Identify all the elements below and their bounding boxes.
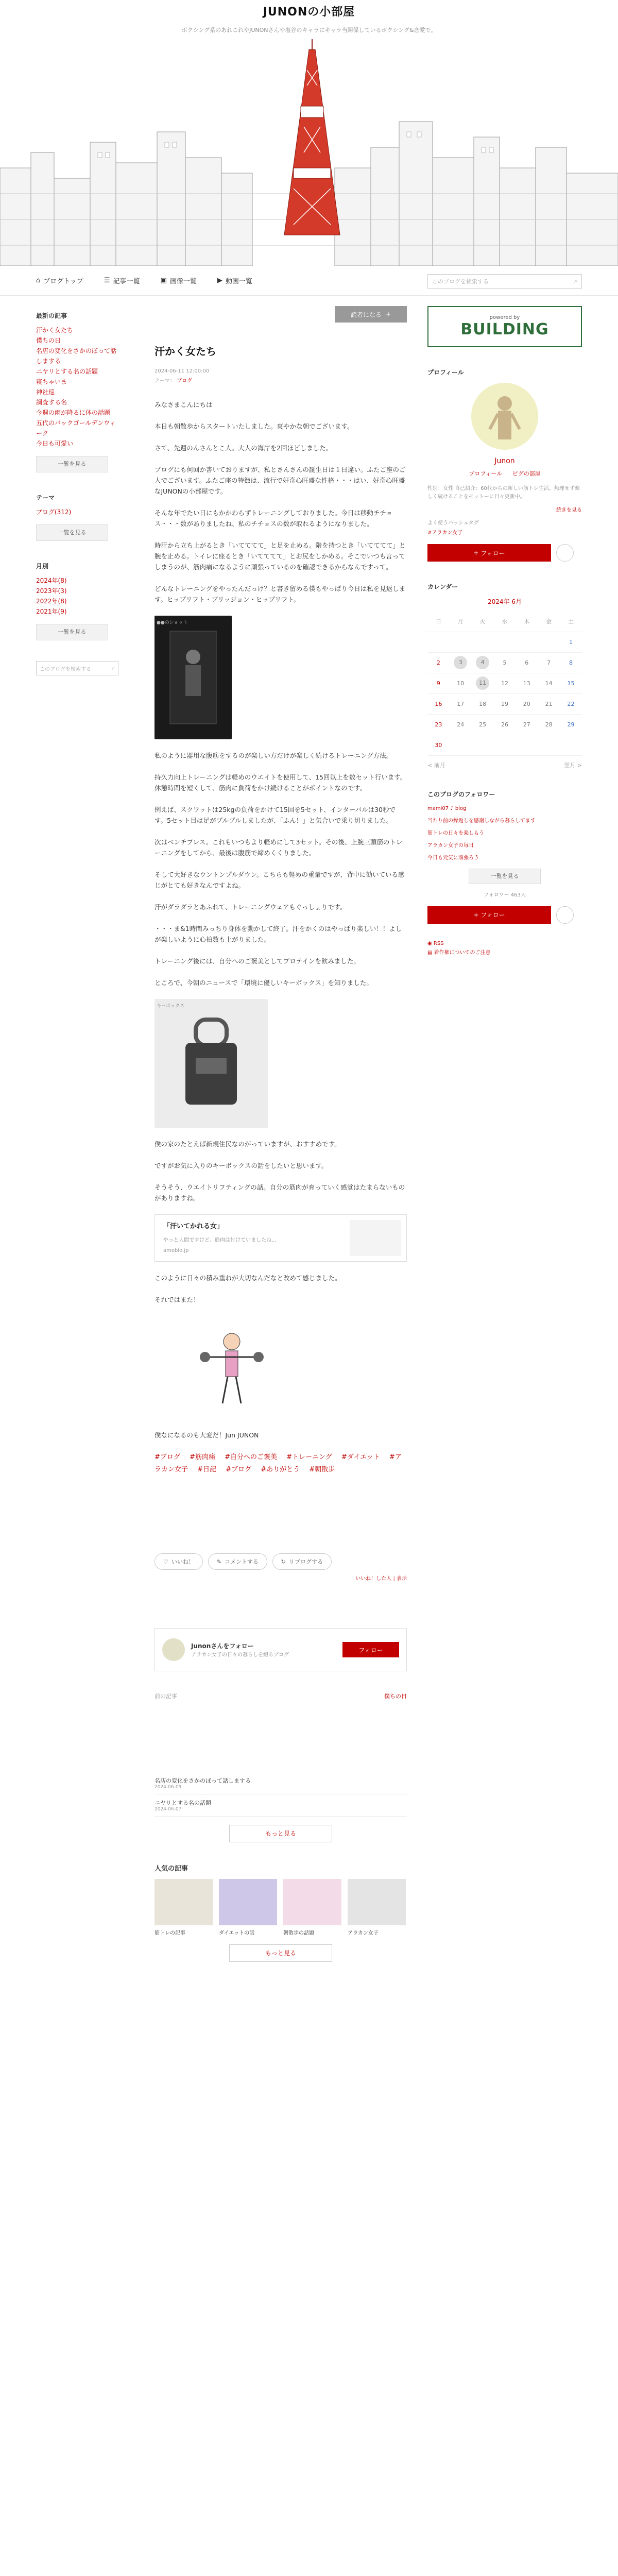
calendar-day: 1 bbox=[560, 632, 582, 652]
search-icon[interactable]: ⌕ bbox=[112, 665, 115, 671]
list-item[interactable] bbox=[154, 1772, 407, 1794]
theme-more-button[interactable]: 一覧を見る bbox=[36, 524, 108, 541]
follow-card-description: アラカン女子の日々の暮らしを綴るブログ bbox=[191, 1652, 289, 1658]
nav-home[interactable] bbox=[36, 276, 83, 285]
recent-entry-link[interactable]: 調査する名 bbox=[36, 399, 67, 406]
followers-more-button[interactable]: 一覧を見る bbox=[469, 869, 541, 884]
like-label: いいね！ bbox=[171, 1558, 194, 1565]
pigg-room-link[interactable]: ピグの部屋 bbox=[512, 470, 541, 477]
illustration-image[interactable] bbox=[154, 1316, 288, 1419]
calendar-day: 7 bbox=[538, 652, 560, 673]
calendar-day: 25 bbox=[472, 714, 494, 735]
avatar[interactable] bbox=[162, 1638, 185, 1661]
calendar-heading: カレンダー bbox=[427, 583, 458, 590]
body-paragraph: 持久力向上トレーニングは軽めのウエイトを使用して、15回以上を数セット行います。休憩時間を短くして、筋肉に負荷をかけ続けることがポイントなのです。 bbox=[154, 773, 407, 792]
recent-entry-link[interactable]: ニヤリとする名の話題 bbox=[36, 368, 98, 375]
nav-home-label: ブログトップ bbox=[43, 278, 83, 285]
reblog-icon: ↻ bbox=[281, 1558, 286, 1565]
calendar-weekday: 木 bbox=[516, 611, 538, 632]
profile-link[interactable]: プロフィール bbox=[469, 470, 503, 477]
theme-heading: テーマ bbox=[36, 494, 55, 501]
recent-more-button[interactable]: 一覧を見る bbox=[36, 456, 108, 472]
comment-button[interactable] bbox=[208, 1553, 267, 1570]
sidebar-search-input[interactable]: このブログを検索する bbox=[40, 666, 91, 672]
popular-grid bbox=[154, 1879, 407, 1936]
sidebar-follow-label: フォロー bbox=[480, 911, 505, 919]
profile-name[interactable]: Junon bbox=[494, 457, 515, 465]
body-paragraph: そして大好きなウントンプルダウン。こちらも軽めの重量ですが、背中に効いている感じがとても好きなんですよね。 bbox=[154, 871, 405, 889]
hashtag-link[interactable]: #アラカン女子 bbox=[427, 530, 463, 536]
calendar-day: 10 bbox=[450, 673, 472, 693]
video-icon: ▶ bbox=[217, 277, 222, 284]
follow-button[interactable]: フォロー bbox=[342, 1642, 399, 1657]
heart-icon: ♡ bbox=[163, 1558, 168, 1565]
blog-nav bbox=[0, 266, 618, 296]
gym-mirror-photo bbox=[154, 616, 232, 739]
popular-thumbnail bbox=[219, 1879, 277, 1925]
reblog-label: リブログする bbox=[288, 1558, 323, 1565]
hashtag-link[interactable]: #アラカン女子 bbox=[154, 1453, 402, 1473]
popular-more-button[interactable]: もっと見る bbox=[229, 1944, 332, 1962]
body-paragraph: 次はベンチプレス。これもいつもより軽めにして3セット。その後、上腕三頭筋のトレーニングをしてから、最後は腹筋で締めくくりました。 bbox=[154, 838, 403, 857]
followers-count: フォロワー 463人 bbox=[484, 892, 526, 898]
banner-powered-text: powered by bbox=[489, 315, 520, 320]
calendar-day bbox=[516, 735, 538, 755]
calendar-weekday: 土 bbox=[560, 611, 582, 632]
home-icon: ⌂ bbox=[36, 277, 41, 284]
body-paragraph: ですがお気に入りのキーボックスの話をしたいと思います。 bbox=[154, 1162, 328, 1170]
calendar-day bbox=[538, 632, 560, 652]
calendar-day[interactable] bbox=[450, 652, 472, 673]
hashtag-link[interactable]: #自分へのご褒美 bbox=[225, 1453, 277, 1461]
popular-thumbnail bbox=[154, 1879, 213, 1925]
calendar-day bbox=[538, 735, 560, 755]
copyright-guide-link[interactable] bbox=[427, 948, 582, 958]
photo-caption: ●●のショット bbox=[157, 620, 188, 625]
nav-videos[interactable] bbox=[217, 276, 252, 285]
list-item[interactable] bbox=[283, 1879, 341, 1936]
banner-brand-text: BUILDING bbox=[460, 320, 549, 338]
calendar-day bbox=[516, 632, 538, 652]
link-card-thumbnail bbox=[350, 1220, 401, 1256]
sidebar-search-box[interactable] bbox=[36, 661, 118, 675]
closing-text: それではまた！ bbox=[154, 1296, 200, 1303]
entry-theme-link[interactable]: ブログ bbox=[177, 378, 193, 384]
hashtag-heading: よく使うハッシュタグ bbox=[427, 520, 479, 526]
nav-videos-label: 動画一覧 bbox=[225, 278, 252, 285]
calendar-day: 15 bbox=[560, 673, 582, 693]
calendar-day-marker[interactable]: 4 bbox=[476, 656, 489, 669]
copyright-guide-label: 着作権についてのご注意 bbox=[434, 950, 491, 956]
reblog-button[interactable] bbox=[272, 1553, 332, 1570]
hashtag-link[interactable]: #ブログ bbox=[226, 1466, 252, 1473]
follower-item[interactable]: 今日も元気に頑張ろう bbox=[427, 855, 479, 861]
recent-item-title: 名店の変化をさかのぼって話しまする bbox=[154, 1777, 251, 1784]
popular-title: ダイエットの話 bbox=[219, 1930, 255, 1936]
followers-heading: このブログのフォロワー bbox=[427, 790, 495, 798]
calendar-day: 17 bbox=[450, 693, 472, 714]
calendar-day: 12 bbox=[494, 673, 516, 693]
body-paragraph: さて、先週のんさんとこ人。大人の海岸を2回ほどしました。 bbox=[154, 444, 333, 452]
blog-description: ボクシング系のあれこれやJUNONさんや塩谷のキャラにキャラ当関係しているボクシング&恋愛で。 bbox=[181, 27, 437, 33]
calendar-day: 26 bbox=[494, 714, 516, 735]
calendar-day: 6 bbox=[516, 652, 538, 673]
nav-images-label: 画像一覧 bbox=[169, 278, 197, 285]
entry-body bbox=[154, 399, 407, 1440]
entry-title[interactable]: 汗かく女たち bbox=[154, 345, 216, 358]
calendar-weekday: 水 bbox=[494, 611, 516, 632]
rss-block bbox=[427, 939, 582, 958]
hashtag-list bbox=[154, 1451, 407, 1476]
popular-title: アラカン女子 bbox=[348, 1930, 379, 1936]
body-paragraph: みなさまこんにちは bbox=[154, 401, 213, 409]
body-paragraph: そうそう、ウエイトリフティングの話。自分の筋肉が育っていく感覚はたまらないものがありますね。 bbox=[154, 1183, 405, 1202]
calendar-day bbox=[472, 632, 494, 652]
blog-title[interactable]: JUNONの小部屋 bbox=[263, 5, 355, 19]
calendar-weekday: 月 bbox=[450, 611, 472, 632]
blog-search-input[interactable]: このブログを検索する bbox=[432, 278, 489, 285]
archive-link[interactable]: 2023年(3) bbox=[36, 587, 67, 595]
entry-date: 2024-06-11 12:00:00 bbox=[154, 368, 210, 374]
recent-item-title: ニヤリとする名の話題 bbox=[154, 1800, 211, 1806]
popular-heading: 人気の記事 bbox=[154, 1865, 188, 1873]
calendar-month: 2024年 6月 bbox=[488, 598, 522, 605]
nav-entries-label: 記事一覧 bbox=[113, 278, 140, 285]
calendar-day bbox=[560, 735, 582, 755]
list-item[interactable] bbox=[348, 1879, 406, 1936]
more-options-button[interactable] bbox=[556, 544, 574, 562]
hashtag-link[interactable]: #ありがとう bbox=[261, 1466, 300, 1473]
comment-label: コメントする bbox=[225, 1558, 259, 1565]
left-sidebar bbox=[36, 311, 118, 675]
calendar-day: 19 bbox=[494, 693, 516, 714]
header-bar bbox=[0, 0, 618, 22]
calendar-day-marker[interactable]: 3 bbox=[454, 656, 467, 669]
like-count-link[interactable]: いいね！した人 ¦ 表示 bbox=[355, 1576, 407, 1582]
calendar-day-marker[interactable]: 11 bbox=[476, 676, 489, 690]
theme-link[interactable]: ブログ(312) bbox=[36, 509, 72, 516]
archive-more-button[interactable]: 一覧を見る bbox=[36, 624, 108, 640]
list-item[interactable] bbox=[154, 1794, 407, 1817]
follower-item[interactable]: アラカン女子の毎日 bbox=[427, 842, 474, 849]
archive-link[interactable]: 2021年(9) bbox=[36, 608, 67, 615]
list-item[interactable] bbox=[219, 1879, 277, 1936]
calendar-day[interactable] bbox=[472, 673, 494, 693]
nav-entries[interactable] bbox=[104, 276, 140, 285]
header-image bbox=[0, 39, 618, 266]
rss-link[interactable] bbox=[427, 939, 582, 948]
recent-entry-link[interactable]: 寝ちゃいま bbox=[36, 378, 67, 385]
follow-reader-label: 読者になる bbox=[350, 311, 382, 318]
rss-label: RSS bbox=[433, 940, 444, 946]
follower-item[interactable]: 筋トレの日々を楽しもう bbox=[427, 830, 484, 836]
document-icon: ▤ bbox=[427, 950, 434, 956]
profile-heading: プロフィール bbox=[427, 369, 464, 376]
calendar-day: 14 bbox=[538, 673, 560, 693]
calendar-day: 29 bbox=[560, 714, 582, 735]
plus-icon: + bbox=[385, 311, 391, 318]
link-card-title: 「汗いてかれる女」 bbox=[163, 1223, 224, 1230]
calendar-next-link[interactable]: 翌月 > bbox=[564, 761, 582, 769]
sidebar-follow-button[interactable] bbox=[427, 906, 551, 924]
body-paragraph: どんなトレーニングをやったんだっけ？と書き留める僕もやっぱり今日は私を見返します。ヒップリフト・ブリッジョン・ヒップリフト。 bbox=[154, 585, 406, 603]
hashtag-link[interactable]: #ブログ bbox=[154, 1453, 180, 1461]
link-card-source: ameblo.jp bbox=[163, 1248, 189, 1253]
comment-icon: ✎ bbox=[216, 1558, 222, 1565]
calendar-day: 30 bbox=[427, 735, 450, 755]
body-paragraph: そんな年でたい日にもかかわらずトレーニングしておりました。今日は移動チチョス・・・数がありましたね、私のチチョスの数が取れるようになりました。 bbox=[154, 509, 392, 528]
hashtag-link[interactable]: #トレーニング bbox=[286, 1453, 332, 1461]
nav-images[interactable] bbox=[161, 276, 197, 285]
calendar-day[interactable] bbox=[472, 652, 494, 673]
recent-entry-link[interactable]: 五代のバックゴールデンウィーク bbox=[36, 419, 116, 437]
body-paragraph: 本日も朝散歩からスタートいたしました。爽やかな朝でございます。 bbox=[154, 422, 354, 430]
calendar-day: 13 bbox=[516, 673, 538, 693]
calendar-day: 28 bbox=[538, 714, 560, 735]
body-paragraph: 僕の家のたとえば新規住民なのがっていますが、おすすめです。 bbox=[154, 1140, 341, 1148]
recent-entry-link[interactable]: 汗かく女たち bbox=[36, 327, 74, 334]
list-item[interactable] bbox=[154, 1879, 213, 1936]
follow-card-name: Junonさんをフォロー bbox=[191, 1642, 254, 1650]
calendar-day: 27 bbox=[516, 714, 538, 735]
calendar-day: 21 bbox=[538, 693, 560, 714]
entry-photo[interactable] bbox=[154, 999, 268, 1128]
link-card-description: やっと人間ですけど、筋肉は付けていましたね... bbox=[163, 1238, 277, 1243]
like-button[interactable] bbox=[154, 1553, 203, 1570]
calendar-weekday: 火 bbox=[472, 611, 494, 632]
cityscape-illustration bbox=[0, 39, 618, 266]
calendar-day: 20 bbox=[516, 693, 538, 714]
statue-image bbox=[471, 383, 538, 450]
calendar-day bbox=[450, 735, 472, 755]
calendar-day: 23 bbox=[427, 714, 450, 735]
body-paragraph: 汗がダラダラとあふれて、トレーニングウェアもぐっしょりです。 bbox=[154, 903, 347, 911]
recent-more-button[interactable]: もっと見る bbox=[229, 1825, 332, 1842]
calendar-day: 16 bbox=[427, 693, 450, 714]
theme-prefix: テーマ： bbox=[154, 378, 175, 384]
calendar-prev-link[interactable]: < 前月 bbox=[427, 761, 445, 769]
profile-avatar[interactable] bbox=[471, 383, 538, 450]
recent-entry-link[interactable]: 名店の変化をさかのぼって話しまする bbox=[36, 347, 117, 365]
hashtag-link[interactable]: #筋肉痛 bbox=[190, 1453, 215, 1461]
plus-icon: + bbox=[473, 549, 481, 556]
recent-entry-link[interactable]: 神社巡 bbox=[36, 388, 55, 396]
next-entry-link[interactable]: 僕ちの日 bbox=[384, 1693, 407, 1700]
plus-icon: + bbox=[473, 911, 481, 919]
body-paragraph: このように日々の積み重ねが大切なんだなと改めて感じました。 bbox=[154, 1274, 341, 1282]
image-icon: ▣ bbox=[160, 277, 167, 284]
profile-more-link[interactable]: 続きを見る bbox=[556, 507, 582, 513]
calendar-weekday: 金 bbox=[538, 611, 560, 632]
recent-item-date: 2024-06-09 bbox=[154, 1785, 182, 1790]
follow-reader-button[interactable] bbox=[335, 306, 407, 323]
popular-title: 朝散歩の話題 bbox=[283, 1930, 314, 1936]
hashtag-link[interactable]: #朝散歩 bbox=[309, 1466, 335, 1473]
profile-links bbox=[427, 469, 582, 478]
hashtag-link[interactable]: #日記 bbox=[197, 1466, 217, 1473]
pagination bbox=[154, 1692, 407, 1700]
sidebar-follow bbox=[427, 544, 582, 562]
calendar-day bbox=[472, 735, 494, 755]
blog-search-box[interactable] bbox=[427, 274, 582, 289]
link-card[interactable] bbox=[154, 1214, 407, 1262]
archive-heading: 月別 bbox=[36, 563, 49, 570]
more-options-button[interactable] bbox=[556, 906, 574, 924]
recent-entries-heading: 最新の記事 bbox=[36, 312, 67, 319]
body-paragraph: 時汗から立ち上がるとき「いてててて」と足を止める。階を持つとき「いてててて」と腕を止める。トイレに座るとき「いてててて」とお尻をしかめる。そこでいつも言ってしまうのが、筋肉痛になるように頑張っているのを確認できるからなんですって。 bbox=[154, 541, 406, 571]
rss-icon: ◉ bbox=[427, 940, 434, 946]
calendar-day: 18 bbox=[472, 693, 494, 714]
recent-entry-link[interactable]: 今週の雨が降るに体の話題 bbox=[36, 409, 111, 416]
body-paragraph: 例えば、スクワットは25kgの負荷をかけて15回を5セット、インターバルは30秒です。5セット目は足がプルプルしましたが、「ふん！」と気合いで乗り切りました。 bbox=[154, 806, 396, 824]
body-paragraph: ところで、今朝のニュースで「環境に優しいキーボックス」を知りました。 bbox=[154, 979, 373, 987]
calendar-day: 24 bbox=[450, 714, 472, 735]
sidebar-follow-label: フォロー bbox=[480, 549, 505, 557]
body-paragraph: ブログにも何回か書いておりますが、私とさんさんの誕生日は１日違い。ふたご座のご人でございます。ふたご座の特徴は、流行で好奇心旺盛な性格・・・はい、好奇心旺盛なJUNONの小部屋です。 bbox=[154, 466, 406, 495]
follower-item[interactable]: mami07 ♪ blog bbox=[427, 805, 467, 811]
calendar-grid bbox=[427, 611, 582, 756]
entry-actions bbox=[154, 1553, 407, 1570]
right-sidebar bbox=[427, 306, 582, 958]
search-icon[interactable]: ⌕ bbox=[574, 278, 577, 284]
archive-link[interactable]: 2022年(8) bbox=[36, 598, 67, 605]
training-illustration bbox=[154, 1316, 288, 1419]
calendar-day bbox=[494, 735, 516, 755]
body-paragraph: 私のように器用な腹筋をするのが楽しい方だけが楽しく続けるトレーニング方法。 bbox=[154, 752, 393, 759]
photo-caption: キーボックス bbox=[157, 1004, 184, 1009]
body-paragraph: ・・・ま&1時間みっちり身体を動かして終了。汗をかくのはやっぱり楽しい！！よしが楽しいように心拍数も上がりました。 bbox=[154, 925, 402, 943]
key-box-photo bbox=[154, 999, 268, 1128]
calendar-nav bbox=[427, 761, 582, 769]
calendar-day: 2 bbox=[427, 652, 450, 673]
entry-column bbox=[154, 306, 407, 1970]
profile-description: 性別：女性 自己紹介：60代からの新しい筋トレ生活。無理せず楽しく続けることをモットーに日々更新中。 bbox=[427, 486, 580, 500]
calendar-day: 9 bbox=[427, 673, 450, 693]
entry-theme bbox=[154, 376, 407, 384]
entry-photo[interactable] bbox=[154, 616, 232, 739]
calendar-day bbox=[494, 632, 516, 652]
recent-item-date: 2024-06-07 bbox=[154, 1807, 182, 1812]
calendar-day bbox=[427, 632, 450, 652]
follower-item[interactable]: 当たり前の繰返しを感謝しながら暮らしてます bbox=[427, 818, 536, 824]
prev-entry-link[interactable]: 前の記事 bbox=[154, 1693, 177, 1700]
hashtag-link[interactable]: #ダイエット bbox=[341, 1453, 380, 1461]
recent-entry-link[interactable]: 僕ちの日 bbox=[36, 337, 61, 344]
popular-thumbnail bbox=[348, 1879, 406, 1925]
sidebar-follow-button[interactable] bbox=[427, 544, 551, 562]
calendar-day: 22 bbox=[560, 693, 582, 714]
recent-entry-link[interactable]: 今日も可愛い bbox=[36, 440, 74, 447]
follow-card bbox=[154, 1628, 407, 1671]
sidebar-follow-bottom bbox=[427, 906, 582, 924]
calendar-weekday: 日 bbox=[427, 611, 450, 632]
body-paragraph: トレーニング後には、自分へのご褒美としてプロテインを飲みました。 bbox=[154, 957, 360, 965]
popular-title: 筋トレの記事 bbox=[154, 1930, 185, 1936]
signoff-text: 僕なになるのも大変だ！Jun JUNON bbox=[154, 1431, 259, 1439]
calendar-day: 8 bbox=[560, 652, 582, 673]
calendar-day bbox=[450, 632, 472, 652]
list-icon: ☰ bbox=[104, 277, 110, 284]
archive-link[interactable]: 2024年(8) bbox=[36, 577, 67, 584]
sponsor-banner[interactable] bbox=[427, 306, 582, 347]
popular-thumbnail bbox=[283, 1879, 341, 1925]
calendar-day: 5 bbox=[494, 652, 516, 673]
